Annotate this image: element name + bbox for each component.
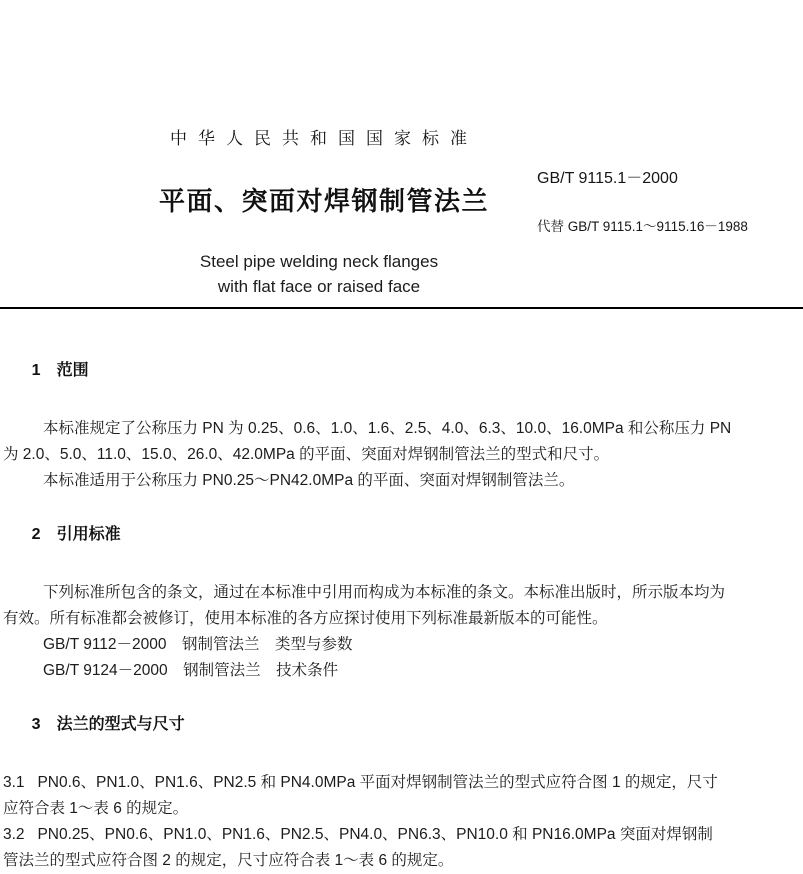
section-1-heading [5, 335, 800, 407]
section-2-line-1: 下列标准所包含的条文，通过在本标准中引用而构成为本标准的条文。本标准出版时，所示版本均为 [43, 584, 726, 601]
section-1-line-1: 本标准规定了公称压力 PN 为 0.25、0.6、1.0、1.6、2.5、4.0、6.3、10.0、16.0MPa 和公称压力 PN [43, 420, 732, 437]
document-title-english-line1: Steel pipe welding neck flanges [199, 252, 439, 271]
section-3-number: 3 [31, 716, 41, 733]
section-1-line-2: 为 2.0、5.0、11.0、15.0、26.0、42.0MPa 的平面、突面对焊钢制管法兰的型式和尺寸。 [3, 446, 610, 463]
replaces-note: 代替 GB/T 9115.1～9115.16－1988 [537, 219, 748, 234]
section-3-title: 法兰的型式与尺寸 [56, 716, 185, 733]
referenced-standard-gbt9124: GB/T 9124－2000 钢制管法兰 技术条件 [43, 662, 339, 679]
standard-number: GB/T 9115.1－2000 [537, 170, 678, 187]
section-1-line-3: 本标准适用于公称压力 PN0.25～PN42.0MPa 的平面、突面对焊钢制管法兰。 [43, 472, 575, 489]
section-2-number: 2 [31, 526, 41, 543]
section-1-number: 1 [31, 362, 41, 379]
section-2-line-2: 有效。所有标准都会被修订，使用本标准的各方应探讨使用下列标准最新版本的可能性。 [3, 610, 608, 627]
document-body [3, 330, 800, 874]
section-3-1-line-1: 3.1 PN0.6、PN1.0、PN1.6、PN2.5 和 PN4.0MPa 平面对焊钢制管法兰的型式应符合图 1 的规定，尺寸 [3, 774, 718, 791]
header-divider-rule [0, 307, 803, 309]
document-title-english-line2: with flat face or raised face [217, 277, 421, 296]
section-2-title: 引用标准 [56, 526, 121, 543]
section-3-1-line-2: 应符合表 1～表 6 的规定。 [3, 800, 189, 817]
national-standard-label: 中华人民共和国国家标准 [170, 129, 478, 148]
section-2-heading [5, 499, 800, 571]
document-title-chinese: 平面、突面对焊钢制管法兰 [159, 186, 490, 216]
referenced-standard-gbt9112: GB/T 9112－2000 钢制管法兰 类型与参数 [43, 636, 353, 653]
section-3-2-line-2: 管法兰的型式应符合图 2 的规定，尺寸应符合表 1～表 6 的规定。 [3, 852, 454, 869]
section-3-2-line-1: 3.2 PN0.25、PN0.6、PN1.0、PN1.6、PN2.5、PN4.0、PN6.3、PN10.0 和 PN16.0MPa 突面对焊钢制 [3, 826, 713, 843]
section-1-title: 范围 [56, 362, 89, 379]
document-title-english [158, 249, 480, 299]
section-3-heading [5, 689, 800, 761]
